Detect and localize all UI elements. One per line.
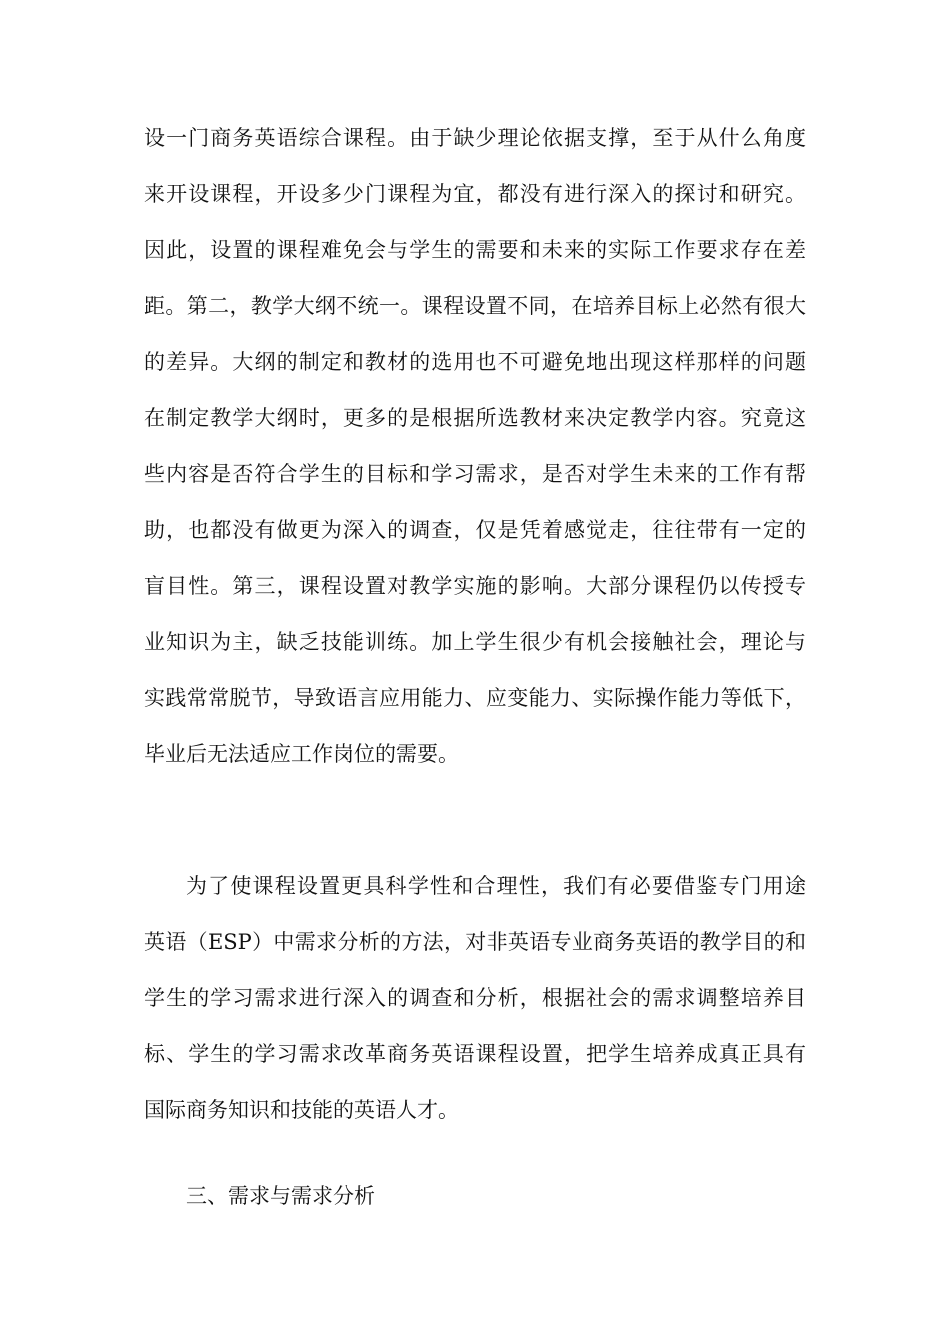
paragraph-line: 为了使课程设置更具科学性和合理性，我们有必要借鉴专门用途 (186, 874, 806, 898)
paragraph-line: 的差异。大纲的制定和教材的选用也不可避免地出现这样那样的问题 (144, 350, 806, 374)
paragraph-line: 因此，设置的课程难免会与学生的需要和未来的实际工作要求存在差 (144, 238, 806, 262)
paragraph-line: 实践常常脱节，导致语言应用能力、应变能力、实际操作能力等低下， (144, 686, 806, 710)
section-heading: 三、需求与需求分析 (186, 1184, 375, 1208)
paragraph-2 (144, 858, 806, 1138)
paragraph-line: 盲目性。第三，课程设置对教学实施的影响。大部分课程仍以传授专 (144, 574, 806, 598)
paragraph-line: 在制定教学大纲时，更多的是根据所选教材来决定教学内容。究竟这 (144, 406, 806, 430)
paragraph-line: 毕业后无法适应工作岗位的需要。 (144, 742, 459, 766)
paragraph-line: 设一门商务英语综合课程。由于缺少理论依据支撑，至于从什么角度 (144, 126, 806, 150)
paragraph-line: 距。第二，教学大纲不统一。课程设置不同，在培养目标上必然有很大 (144, 294, 806, 318)
paragraph-line: 来开设课程，开设多少门课程为宜，都没有进行深入的探讨和研究。 (144, 182, 806, 206)
paragraph-1 (144, 110, 806, 782)
paragraph-line: 些内容是否符合学生的目标和学习需求，是否对学生未来的工作有帮 (144, 462, 806, 486)
paragraph-line: 业知识为主，缺乏技能训练。加上学生很少有机会接触社会，理论与 (144, 630, 806, 654)
paragraph-line: 英语（ESP）中需求分析的方法，对非英语专业商务英语的教学目的和 (144, 930, 806, 954)
paragraph-line: 国际商务知识和技能的英语人才。 (144, 1098, 459, 1122)
paragraph-line: 助，也都没有做更为深入的调查，仅是凭着感觉走，往往带有一定的 (144, 518, 806, 542)
paragraph-line: 学生的学习需求进行深入的调查和分析，根据社会的需求调整培养目 (144, 986, 806, 1010)
paragraph-line: 标、学生的学习需求改革商务英语课程设置，把学生培养成真正具有 (144, 1042, 806, 1066)
